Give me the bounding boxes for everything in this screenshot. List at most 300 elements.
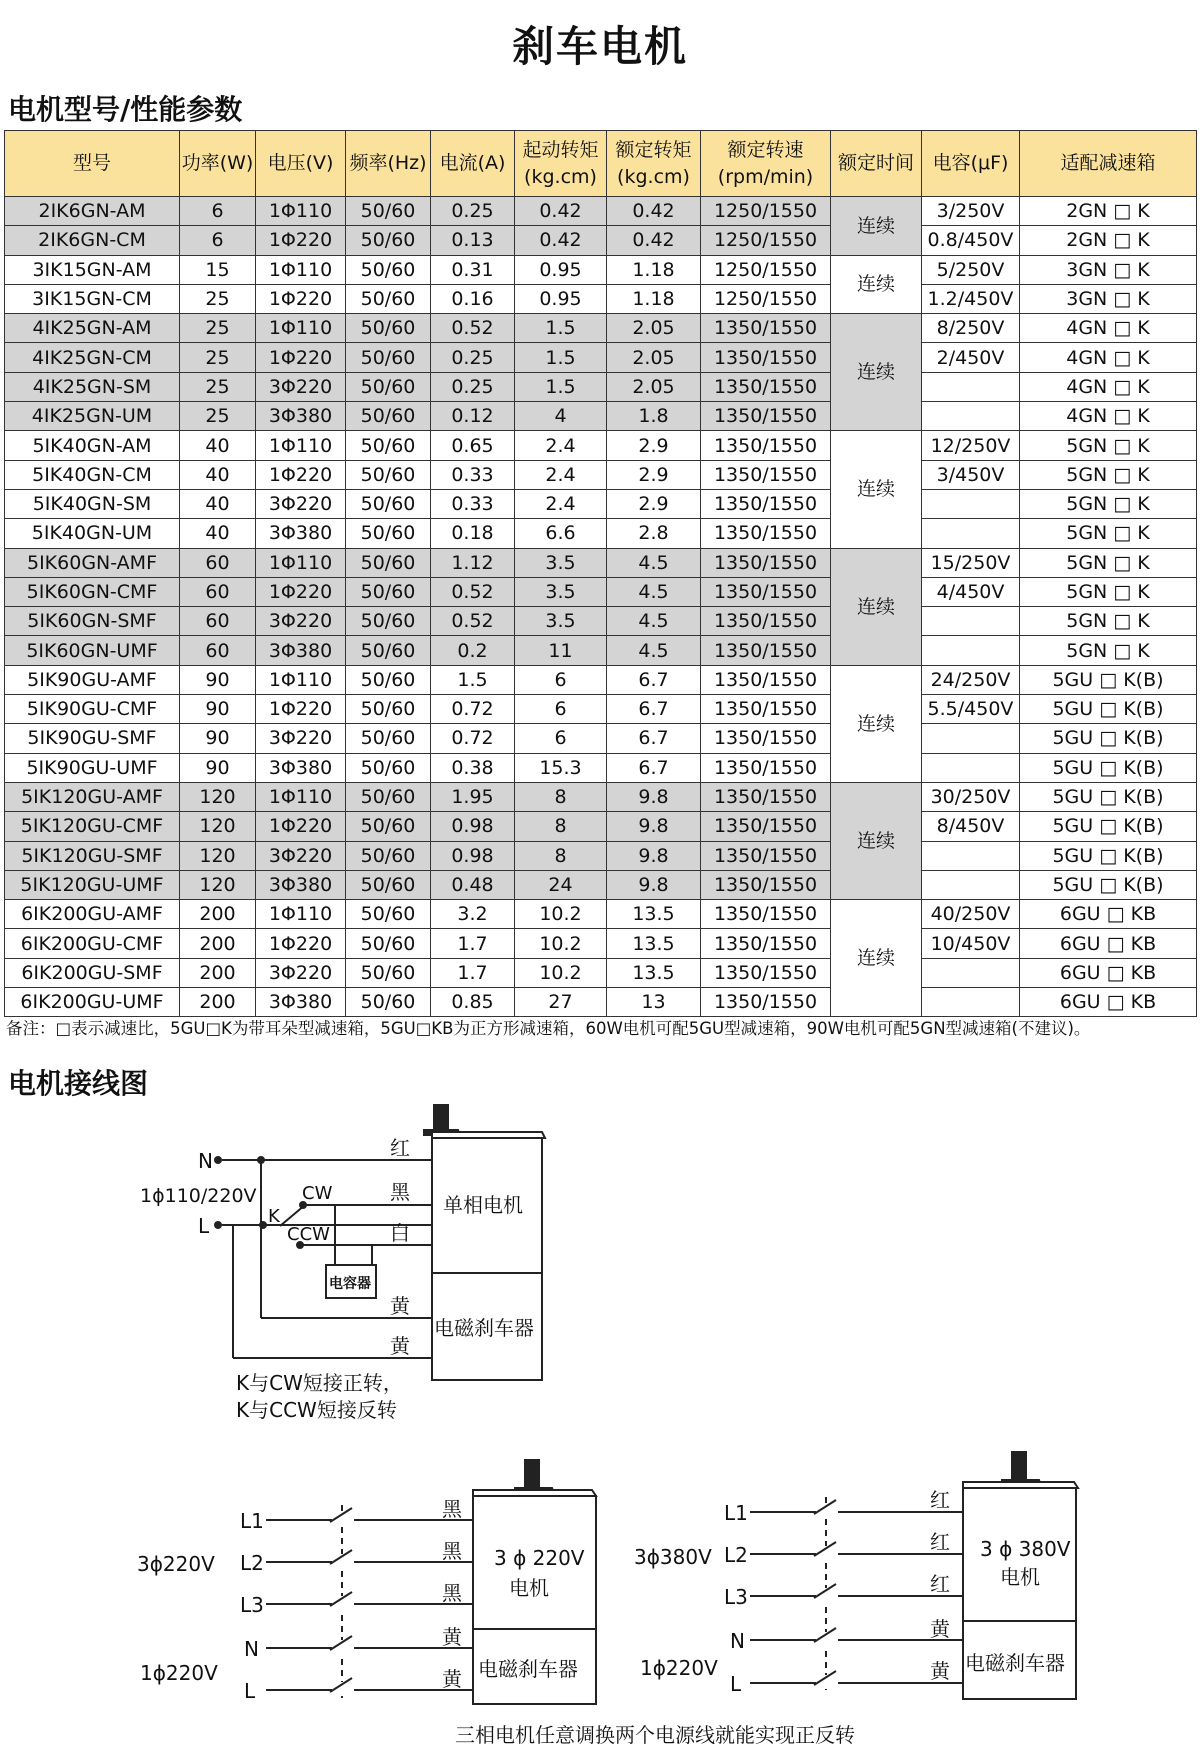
table-cell: 50/60 — [346, 402, 431, 431]
table-cell: 1Φ220 — [256, 343, 346, 372]
table-cell: 27 — [515, 988, 607, 1017]
table-cell: 0.42 — [607, 226, 701, 255]
d1-supply-label: 1ϕ110/220V — [140, 1185, 257, 1207]
table-cell: 1Φ220 — [256, 284, 346, 313]
d3-l1-label: L1 — [724, 1501, 748, 1525]
d1-n-label: N — [198, 1149, 213, 1173]
table-cell: 1.2/450V — [922, 284, 1020, 313]
table-cell: 6 — [180, 197, 256, 226]
table-cell: 3Φ380 — [256, 402, 346, 431]
table-cell: 120 — [180, 841, 256, 870]
table-cell: 0.42 — [515, 197, 607, 226]
table-cell: 50/60 — [346, 695, 431, 724]
table-cell: 5IK40GN-CM — [5, 460, 180, 489]
column-header: 电压(V) — [256, 131, 346, 197]
table-cell: 60 — [180, 577, 256, 606]
d1-k-label: K — [268, 1206, 280, 1227]
table-cell: 1350/1550 — [701, 929, 831, 958]
wiring-diagrams — [0, 1090, 1200, 1755]
d3-wire2-label: 红 — [930, 1530, 950, 1554]
table-cell: 6.7 — [607, 665, 701, 694]
d1-motor-label: 单相电机 — [443, 1193, 523, 1217]
spec-section-title: 电机型号/性能参数 — [8, 93, 243, 126]
table-cell: 1Φ110 — [256, 197, 346, 226]
table-cell: 1350/1550 — [701, 314, 831, 343]
table-cell: 25 — [180, 343, 256, 372]
table-cell: 2GN □ K — [1020, 226, 1197, 255]
table-cell: 1Φ110 — [256, 782, 346, 811]
table-cell: 8/450V — [922, 812, 1020, 841]
rated-time-cell: 连续 — [831, 431, 922, 548]
table-cell: 6 — [515, 665, 607, 694]
table-cell: 40 — [180, 519, 256, 548]
table-cell: 60 — [180, 636, 256, 665]
table-cell: 1350/1550 — [701, 724, 831, 753]
table-cell: 1350/1550 — [701, 841, 831, 870]
table-cell: 3Φ380 — [256, 519, 346, 548]
table-cell: 40 — [180, 489, 256, 518]
table-cell: 1Φ110 — [256, 665, 346, 694]
table-cell: 40 — [180, 431, 256, 460]
table-cell: 1350/1550 — [701, 900, 831, 929]
table-cell: 90 — [180, 724, 256, 753]
table-cell: 2.4 — [515, 489, 607, 518]
table-cell: 50/60 — [346, 607, 431, 636]
table-cell: 6.7 — [607, 753, 701, 782]
table-cell: 25 — [180, 402, 256, 431]
table-row — [5, 548, 1197, 577]
table-cell: 4IK25GN-SM — [5, 372, 180, 401]
table-cell: 6IK200GU-SMF — [5, 958, 180, 987]
table-cell: 3Φ220 — [256, 372, 346, 401]
table-row — [5, 900, 1197, 929]
table-cell: 1.5 — [515, 372, 607, 401]
table-cell: 0.42 — [607, 197, 701, 226]
rated-time-cell: 连续 — [831, 900, 922, 1017]
table-cell: 5GU □ K(B) — [1020, 870, 1197, 899]
table-cell: 0.65 — [431, 431, 515, 460]
d3-motor-voltage-label: 3 ϕ 380V — [980, 1537, 1071, 1561]
table-cell: 5GN □ K — [1020, 519, 1197, 548]
table-cell: 30/250V — [922, 782, 1020, 811]
table-cell — [922, 607, 1020, 636]
table-cell: 0.72 — [431, 695, 515, 724]
table-cell: 1.8 — [607, 402, 701, 431]
table-cell: 2.05 — [607, 343, 701, 372]
table-cell: 1.5 — [515, 314, 607, 343]
table-cell: 1350/1550 — [701, 519, 831, 548]
table-cell: 2.9 — [607, 431, 701, 460]
table-cell: 1Φ110 — [256, 548, 346, 577]
table-cell: 4IK25GN-UM — [5, 402, 180, 431]
table-cell: 1350/1550 — [701, 431, 831, 460]
table-cell: 5IK40GN-UM — [5, 519, 180, 548]
table-cell: 120 — [180, 870, 256, 899]
table-row — [5, 958, 1197, 987]
table-cell: 6 — [515, 724, 607, 753]
table-cell: 50/60 — [346, 870, 431, 899]
table-row — [5, 695, 1197, 724]
table-cell: 3.2 — [431, 900, 515, 929]
table-cell: 60 — [180, 548, 256, 577]
table-cell: 13.5 — [607, 900, 701, 929]
table-cell: 5GU □ K(B) — [1020, 841, 1197, 870]
table-cell: 2.9 — [607, 460, 701, 489]
table-cell: 2.8 — [607, 519, 701, 548]
d1-red-label: 红 — [390, 1136, 410, 1160]
table-cell: 5GU □ K(B) — [1020, 753, 1197, 782]
table-cell: 4GN □ K — [1020, 402, 1197, 431]
rated-time-cell: 连续 — [831, 197, 922, 256]
table-cell: 6.7 — [607, 695, 701, 724]
table-cell: 1350/1550 — [701, 577, 831, 606]
table-cell: 1Φ220 — [256, 577, 346, 606]
table-cell: 1350/1550 — [701, 607, 831, 636]
d2-n-label: N — [244, 1637, 259, 1661]
d1-brake-label: 电磁刹车器 — [434, 1316, 534, 1340]
table-cell: 2/450V — [922, 343, 1020, 372]
column-header: 型号 — [5, 131, 180, 197]
table-row — [5, 519, 1197, 548]
table-cell: 3GN □ K — [1020, 255, 1197, 284]
table-row — [5, 988, 1197, 1017]
table-cell: 200 — [180, 929, 256, 958]
table-cell: 1350/1550 — [701, 812, 831, 841]
table-cell: 0.31 — [431, 255, 515, 284]
table-row — [5, 402, 1197, 431]
table-cell: 90 — [180, 665, 256, 694]
table-cell: 50/60 — [346, 577, 431, 606]
d2-wire5-label: 黄 — [442, 1667, 462, 1691]
table-cell: 4IK25GN-CM — [5, 343, 180, 372]
d3-supply3-label: 3ϕ380V — [634, 1545, 712, 1569]
table-cell: 3.5 — [515, 577, 607, 606]
table-cell: 1.18 — [607, 255, 701, 284]
table-cell: 5IK120GU-AMF — [5, 782, 180, 811]
table-cell: 4.5 — [607, 548, 701, 577]
table-cell: 1Φ220 — [256, 226, 346, 255]
table-cell: 50/60 — [346, 372, 431, 401]
table-cell: 3Φ380 — [256, 636, 346, 665]
table-cell: 1350/1550 — [701, 372, 831, 401]
column-header: 功率(W) — [180, 131, 256, 197]
table-cell: 0.98 — [431, 841, 515, 870]
d3-brake-label: 电磁刹车器 — [965, 1651, 1065, 1675]
table-cell: 25 — [180, 372, 256, 401]
d3-l3-label: L3 — [724, 1585, 748, 1609]
d2-brake-label: 电磁刹车器 — [478, 1657, 578, 1681]
table-cell: 4.5 — [607, 636, 701, 665]
table-cell: 1.12 — [431, 548, 515, 577]
table-cell: 4.5 — [607, 607, 701, 636]
d2-wire3-label: 黑 — [442, 1581, 462, 1605]
table-cell: 5IK60GN-SMF — [5, 607, 180, 636]
table-cell: 2GN □ K — [1020, 197, 1197, 226]
table-cell: 50/60 — [346, 929, 431, 958]
table-cell: 0.16 — [431, 284, 515, 313]
table-cell: 3IK15GN-AM — [5, 255, 180, 284]
table-cell: 120 — [180, 782, 256, 811]
table-cell: 6.6 — [515, 519, 607, 548]
table-cell: 5GN □ K — [1020, 431, 1197, 460]
table-cell: 0.85 — [431, 988, 515, 1017]
table-cell: 5IK60GN-UMF — [5, 636, 180, 665]
table-row — [5, 724, 1197, 753]
table-cell: 3/250V — [922, 197, 1020, 226]
table-row — [5, 343, 1197, 372]
d2-wire4-label: 黄 — [442, 1625, 462, 1649]
table-cell: 3Φ220 — [256, 958, 346, 987]
table-cell: 5GU □ K(B) — [1020, 665, 1197, 694]
table-cell: 1.5 — [431, 665, 515, 694]
table-cell: 0.18 — [431, 519, 515, 548]
table-cell: 50/60 — [346, 197, 431, 226]
d1-ccw-label: CCW — [287, 1224, 330, 1245]
table-cell: 5IK90GU-UMF — [5, 753, 180, 782]
table-cell: 5GU □ K(B) — [1020, 782, 1197, 811]
table-cell: 3Φ380 — [256, 988, 346, 1017]
table-cell: 1350/1550 — [701, 782, 831, 811]
table-cell: 5IK60GN-CMF — [5, 577, 180, 606]
table-cell: 1350/1550 — [701, 402, 831, 431]
column-header: 额定转速 (rpm/min) — [701, 131, 831, 197]
table-cell: 1250/1550 — [701, 284, 831, 313]
table-cell: 0.2 — [431, 636, 515, 665]
table-cell: 2IK6GN-CM — [5, 226, 180, 255]
table-cell: 9.8 — [607, 870, 701, 899]
d2-motor-voltage-label: 3 ϕ 220V — [494, 1546, 585, 1570]
table-cell: 50/60 — [346, 753, 431, 782]
table-cell: 1250/1550 — [701, 197, 831, 226]
table-cell: 3.5 — [515, 548, 607, 577]
table-cell: 0.8/450V — [922, 226, 1020, 255]
table-cell: 2.4 — [515, 460, 607, 489]
table-cell — [922, 519, 1020, 548]
d1-capacitor-label: 电容器 — [329, 1276, 371, 1292]
table-cell: 8 — [515, 841, 607, 870]
d1-yellow1-label: 黄 — [390, 1294, 410, 1318]
rated-time-cell: 连续 — [831, 255, 922, 314]
table-cell: 2.05 — [607, 314, 701, 343]
table-cell: 90 — [180, 695, 256, 724]
d1-caption-line1: K与CW短接正转， — [236, 1371, 403, 1395]
table-cell: 200 — [180, 900, 256, 929]
table-cell: 9.8 — [607, 782, 701, 811]
table-cell: 5IK90GU-AMF — [5, 665, 180, 694]
table-cell: 12/250V — [922, 431, 1020, 460]
table-cell: 13.5 — [607, 958, 701, 987]
d1-caption-line2: K与CCW短接反转 — [236, 1398, 397, 1422]
table-cell: 8 — [515, 782, 607, 811]
table-cell: 0.12 — [431, 402, 515, 431]
table-cell: 2IK6GN-AM — [5, 197, 180, 226]
table-cell — [922, 489, 1020, 518]
table-cell: 5GN □ K — [1020, 489, 1197, 518]
d3-wire1-label: 红 — [930, 1488, 950, 1512]
table-cell: 0.33 — [431, 460, 515, 489]
table-cell: 5GN □ K — [1020, 607, 1197, 636]
table-cell: 4IK25GN-AM — [5, 314, 180, 343]
table-cell: 5GN □ K — [1020, 460, 1197, 489]
table-cell: 0.25 — [431, 343, 515, 372]
table-row — [5, 782, 1197, 811]
table-row — [5, 197, 1197, 226]
table-cell: 4 — [515, 402, 607, 431]
table-cell: 50/60 — [346, 284, 431, 313]
table-cell: 3.5 — [515, 607, 607, 636]
table-cell: 0.52 — [431, 314, 515, 343]
table-cell — [922, 753, 1020, 782]
table-cell: 1350/1550 — [701, 870, 831, 899]
d3-l-label: L — [730, 1672, 742, 1696]
table-cell: 6IK200GU-AMF — [5, 900, 180, 929]
table-cell: 1250/1550 — [701, 226, 831, 255]
table-cell: 90 — [180, 753, 256, 782]
table-cell: 1350/1550 — [701, 460, 831, 489]
d3-supply1-label: 1ϕ220V — [640, 1656, 718, 1680]
table-cell: 2.4 — [515, 431, 607, 460]
table-cell: 1350/1550 — [701, 665, 831, 694]
table-cell: 50/60 — [346, 343, 431, 372]
d3-motor-label: 电机 — [1000, 1565, 1040, 1589]
d3-n-label: N — [730, 1629, 745, 1653]
table-cell: 0.25 — [431, 197, 515, 226]
table-cell: 24/250V — [922, 665, 1020, 694]
d3-wire3-label: 红 — [930, 1572, 950, 1596]
table-cell: 0.98 — [431, 812, 515, 841]
table-cell: 5IK120GU-UMF — [5, 870, 180, 899]
table-cell: 3Φ220 — [256, 724, 346, 753]
rated-time-cell: 连续 — [831, 314, 922, 431]
table-cell: 1Φ220 — [256, 695, 346, 724]
table-cell: 4/450V — [922, 577, 1020, 606]
table-cell: 10.2 — [515, 958, 607, 987]
table-cell: 1350/1550 — [701, 988, 831, 1017]
table-row — [5, 870, 1197, 899]
rated-time-cell: 连续 — [831, 782, 922, 899]
table-cell: 50/60 — [346, 431, 431, 460]
table-cell: 200 — [180, 958, 256, 987]
table-cell: 5GN □ K — [1020, 636, 1197, 665]
rated-time-cell: 连续 — [831, 548, 922, 665]
table-cell: 13.5 — [607, 929, 701, 958]
table-cell: 50/60 — [346, 665, 431, 694]
table-cell: 3Φ380 — [256, 870, 346, 899]
table-cell: 4.5 — [607, 577, 701, 606]
d2-supply1-label: 1ϕ220V — [140, 1661, 218, 1685]
table-cell: 4GN □ K — [1020, 372, 1197, 401]
table-cell: 6GU □ KB — [1020, 929, 1197, 958]
table-row — [5, 226, 1197, 255]
table-cell: 50/60 — [346, 460, 431, 489]
column-header: 额定时间 — [831, 131, 922, 197]
table-cell: 5IK40GN-SM — [5, 489, 180, 518]
table-cell: 1350/1550 — [701, 548, 831, 577]
d2-motor-label: 电机 — [509, 1576, 549, 1600]
table-cell: 1350/1550 — [701, 489, 831, 518]
table-cell — [922, 724, 1020, 753]
table-cell: 5GN □ K — [1020, 577, 1197, 606]
table-cell: 1Φ110 — [256, 900, 346, 929]
spec-table — [4, 130, 1197, 1017]
d1-yellow2-label: 黄 — [390, 1334, 410, 1358]
rated-time-cell: 连续 — [831, 665, 922, 782]
table-cell: 5IK60GN-AMF — [5, 548, 180, 577]
d2-wire1-label: 黑 — [442, 1497, 462, 1521]
table-cell: 50/60 — [346, 812, 431, 841]
d1-white-label: 白 — [390, 1221, 410, 1245]
table-cell: 5GU □ K(B) — [1020, 695, 1197, 724]
table-cell: 9.8 — [607, 841, 701, 870]
d2-l2-label: L2 — [240, 1551, 264, 1575]
table-cell: 50/60 — [346, 314, 431, 343]
table-cell: 5IK120GU-CMF — [5, 812, 180, 841]
table-cell: 50/60 — [346, 841, 431, 870]
bottom-caption: 三相电机任意调换两个电源线就能实现正反转 — [455, 1723, 855, 1747]
table-cell: 10/450V — [922, 929, 1020, 958]
table-cell: 8/250V — [922, 314, 1020, 343]
table-cell: 1Φ220 — [256, 460, 346, 489]
table-cell: 6IK200GU-CMF — [5, 929, 180, 958]
table-cell: 120 — [180, 812, 256, 841]
table-cell: 1350/1550 — [701, 753, 831, 782]
table-cell: 6 — [180, 226, 256, 255]
table-cell: 3IK15GN-CM — [5, 284, 180, 313]
table-cell: 50/60 — [346, 489, 431, 518]
table-cell: 50/60 — [346, 782, 431, 811]
table-cell: 4GN □ K — [1020, 343, 1197, 372]
table-cell: 6.7 — [607, 724, 701, 753]
table-cell: 2.9 — [607, 489, 701, 518]
table-cell: 5GU □ K(B) — [1020, 724, 1197, 753]
table-row — [5, 460, 1197, 489]
table-cell: 50/60 — [346, 226, 431, 255]
table-cell: 1350/1550 — [701, 695, 831, 724]
table-cell: 1.5 — [515, 343, 607, 372]
table-row — [5, 607, 1197, 636]
table-cell: 0.13 — [431, 226, 515, 255]
column-header: 电流(A) — [431, 131, 515, 197]
table-row — [5, 577, 1197, 606]
table-cell: 0.72 — [431, 724, 515, 753]
table-cell: 0.52 — [431, 607, 515, 636]
table-cell: 0.52 — [431, 577, 515, 606]
table-cell: 25 — [180, 284, 256, 313]
table-cell: 10.2 — [515, 900, 607, 929]
table-cell: 13 — [607, 988, 701, 1017]
table-cell: 11 — [515, 636, 607, 665]
table-cell: 50/60 — [346, 548, 431, 577]
table-cell: 3GN □ K — [1020, 284, 1197, 313]
table-cell: 1Φ110 — [256, 314, 346, 343]
d2-l1-label: L1 — [240, 1509, 264, 1533]
column-header: 电容(μF) — [922, 131, 1020, 197]
motor-shaft — [434, 1105, 448, 1130]
table-cell — [922, 402, 1020, 431]
table-cell: 1.18 — [607, 284, 701, 313]
table-cell: 9.8 — [607, 812, 701, 841]
table-cell: 50/60 — [346, 519, 431, 548]
d3-wire4-label: 黄 — [930, 1617, 950, 1641]
d1-l-label: L — [198, 1214, 210, 1238]
table-cell: 3/450V — [922, 460, 1020, 489]
d3-wire5-label: 黄 — [930, 1659, 950, 1683]
table-row — [5, 636, 1197, 665]
table-cell: 3Φ220 — [256, 607, 346, 636]
table-row — [5, 255, 1197, 284]
column-header: 适配减速箱 — [1020, 131, 1197, 197]
table-cell: 0.42 — [515, 226, 607, 255]
